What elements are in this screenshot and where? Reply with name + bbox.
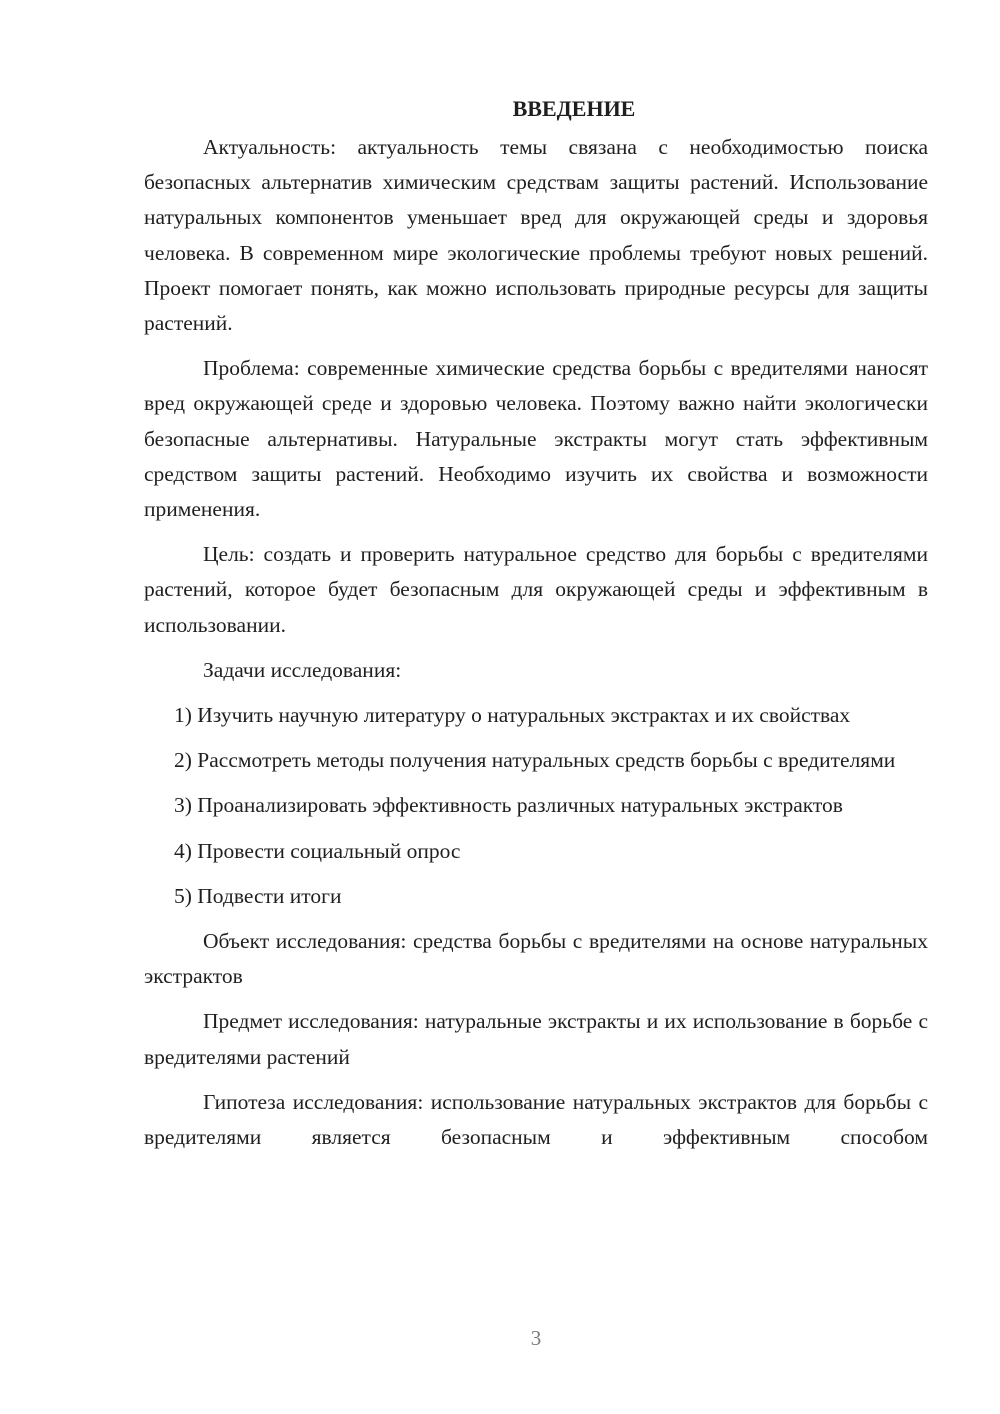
paragraph-hypothesis: Гипотеза исследования: использование натуральных экстрактов для борьбы с вредителями является безопасным и эффективным способом [144, 1089, 928, 1150]
task-item-4: 4) Провести социальный опрос [174, 838, 461, 863]
paragraph-goal: Цель: создать и проверить натуральное средство для борьбы с вредителями растений, которое будет безопасным для окружающей среды и эффективным в использовании. [144, 542, 928, 637]
paragraph-relevance: Актуальность: актуальность темы связана с необходимостью поиска безопасных альтернатив химическим средствам защиты растений. Использование натуральных компонентов уменьшает вред для окружающей среды и здоровья человека. В современном мире экологические проблемы требуют новых решений. Проект помогает понять, как можно использовать природные ресурсы для защиты растений. [144, 135, 928, 336]
paragraph-object: Объект исследования: средства борьбы с вредителями на основе натуральных экстрактов [144, 929, 928, 989]
task-item-5: 5) Подвести итоги [174, 883, 342, 908]
task-item-1: 1) Изучить научную литературу о натуральных экстрактах и их свойствах [174, 703, 851, 728]
task-item-3: 3) Проанализировать эффективность различных натуральных экстрактов [174, 793, 843, 818]
page-content [144, 91, 928, 1155]
page-number: 3 [530, 1326, 542, 1350]
tasks-heading: Задачи исследования: [203, 657, 402, 682]
page-title: ВВЕДЕНИЕ [512, 96, 636, 121]
task-item-2: 2) Рассмотреть методы получения натуральных средств борьбы с вредителями [174, 748, 896, 773]
paragraph-problem: Проблема: современные химические средства борьбы с вредителями наносят вред окружающей среде и здоровью человека. Поэтому важно найти экологически безопасные альтернативы. Натуральные экстракты могут стать эффективным средством защиты растений. Необходимо изучить их свойства и возможности применения. [144, 356, 928, 522]
paragraph-subject: Предмет исследования: натуральные экстракты и их использование в борьбе с вредителями растений [144, 1009, 928, 1069]
